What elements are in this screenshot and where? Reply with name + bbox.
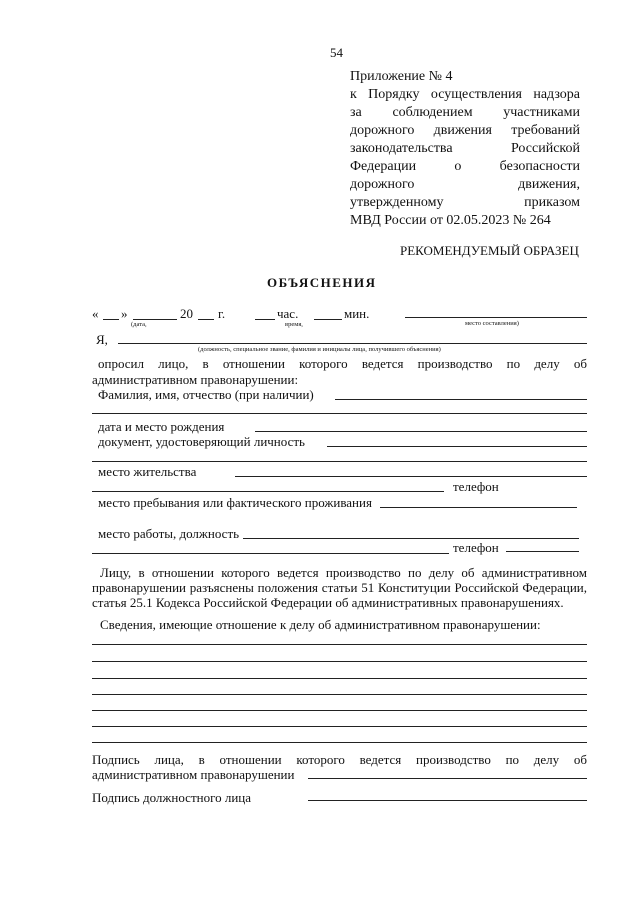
rights-line: статья 25.1 Кодекса Российской Федерации об административных правонарушениях. <box>92 595 564 610</box>
signature-official-field[interactable] <box>308 800 587 801</box>
page-number: 54 <box>330 45 343 60</box>
year-prefix: 20 <box>180 306 193 321</box>
interviewed-line: опросил лицо, в отношении которого ведется производство по делу об <box>98 356 587 371</box>
info-line[interactable] <box>92 742 587 743</box>
info-line[interactable] <box>92 726 587 727</box>
fio-field[interactable] <box>335 399 587 400</box>
phone-field-2[interactable] <box>506 551 579 552</box>
place-field[interactable] <box>405 317 587 318</box>
birth-label: дата и место рождения <box>98 419 225 434</box>
residence-field-2[interactable] <box>92 491 444 492</box>
month-field[interactable] <box>133 319 177 320</box>
info-line[interactable] <box>92 644 587 645</box>
residence-label: место жительства <box>98 464 197 479</box>
minutes-field[interactable] <box>314 319 342 320</box>
interviewed-line: административном правонарушении: <box>92 372 299 387</box>
residence-field[interactable] <box>235 476 587 477</box>
sample-label: РЕКОМЕНДУЕМЫЙ ОБРАЗЕЦ <box>400 243 579 258</box>
place-caption: место составления) <box>465 320 519 327</box>
info-line[interactable] <box>92 661 587 662</box>
phone-label: телефон <box>453 479 499 494</box>
id-doc-field-2[interactable] <box>92 461 587 462</box>
appendix-line: Федерации о безопасности <box>350 159 580 174</box>
date-caption: (дата, <box>131 321 147 328</box>
appendix-line: к Порядку осуществления надзора <box>350 87 580 102</box>
signature-person-line: административном правонарушении <box>92 767 295 782</box>
year-field[interactable] <box>198 319 214 320</box>
document-title: ОБЪЯСНЕНИЯ <box>267 275 377 290</box>
stay-label: место пребывания или фактического проживания <box>98 495 372 510</box>
fio-label: Фамилия, имя, отчество (при наличии) <box>98 387 314 402</box>
ya-label: Я, <box>96 332 108 347</box>
appendix-line: дорожного движения требований <box>350 123 580 138</box>
work-field-2[interactable] <box>92 553 449 554</box>
appendix-block <box>350 68 580 230</box>
official-field[interactable] <box>118 343 587 344</box>
appendix-line: законодательства Российской <box>350 141 580 156</box>
appendix-line: МВД России от 02.05.2023 № 264 <box>350 213 551 228</box>
close-quote: » <box>121 306 128 321</box>
open-quote: « <box>92 306 99 321</box>
birth-field[interactable] <box>255 431 587 432</box>
day-field[interactable] <box>103 319 119 320</box>
appendix-line: утвержденному приказом <box>350 195 580 210</box>
hours-field[interactable] <box>255 319 275 320</box>
rights-line: правонарушении разъяснены положения статьи 51 Конституции Российской Федерации, <box>92 580 587 595</box>
minutes-label: мин. <box>344 306 370 321</box>
stay-field[interactable] <box>380 507 577 508</box>
signature-person-line: Подпись лица, в отношении которого ведется производство по делу об <box>92 752 587 767</box>
fio-field-2[interactable] <box>92 413 587 414</box>
appendix-line: за соблюдением участниками <box>350 105 580 120</box>
appendix-line: дорожного движения, <box>350 177 580 192</box>
info-line[interactable] <box>92 694 587 695</box>
time-caption: время, <box>285 321 303 328</box>
hours-label: час. <box>277 306 299 321</box>
year-suffix: г. <box>218 306 226 321</box>
phone-label-2: телефон <box>453 540 499 555</box>
appendix-line: Приложение № 4 <box>350 69 453 84</box>
signature-person-field[interactable] <box>308 778 587 779</box>
official-caption: (должность, специальное звание, фамилия и инициалы лица, получившего объяснения) <box>198 346 441 353</box>
id-doc-field[interactable] <box>327 446 587 447</box>
work-field[interactable] <box>243 538 579 539</box>
signature-official-label: Подпись должностного лица <box>92 790 252 805</box>
id-doc-label: документ, удостоверяющий личность <box>98 434 305 449</box>
work-label: место работы, должность <box>98 526 240 541</box>
info-line[interactable] <box>92 678 587 679</box>
info-label: Сведения, имеющие отношение к делу об административном правонарушении: <box>100 617 541 632</box>
rights-line: Лицу, в отношении которого ведется производство по делу об административном <box>100 565 587 580</box>
info-line[interactable] <box>92 710 587 711</box>
